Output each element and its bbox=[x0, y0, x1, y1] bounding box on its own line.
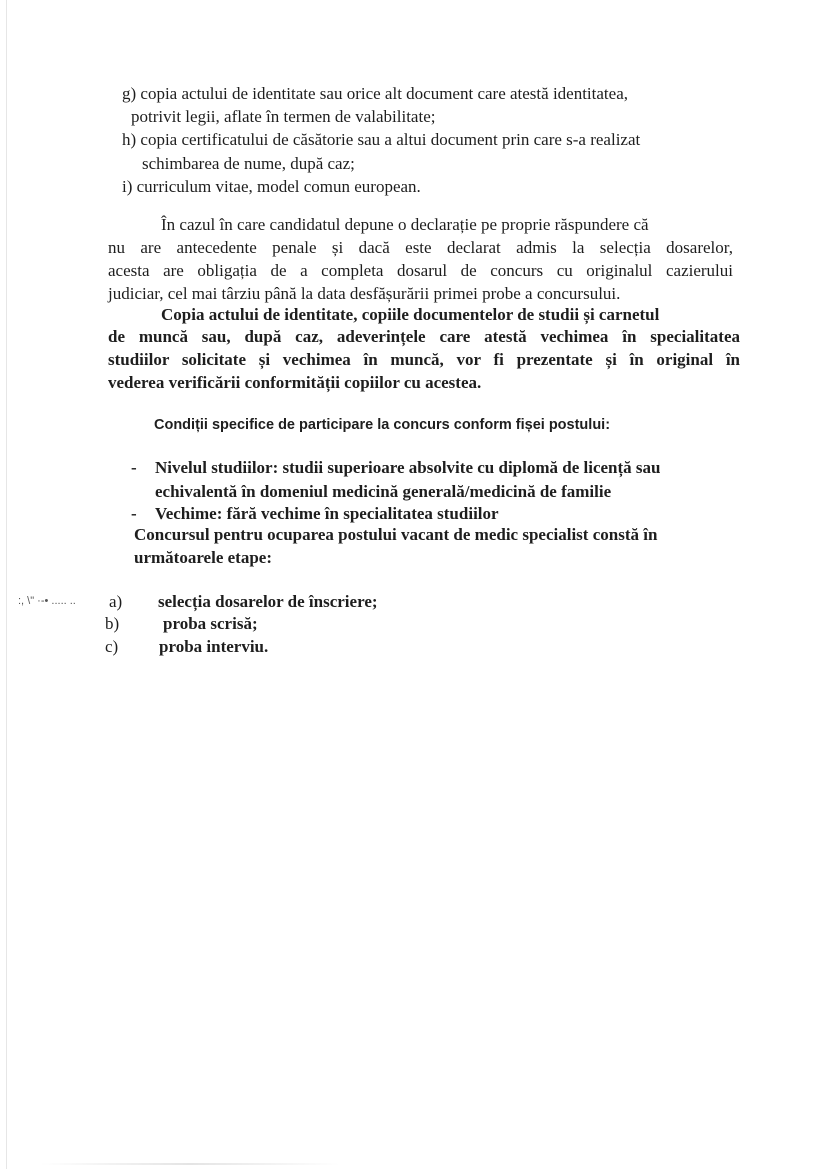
paragraph-1-line-4: judiciar, cel mai târziu până la data desfășurării primei probe a concursului. bbox=[108, 284, 621, 303]
paragraph-1-line-1: În cazul în care candidatul depune o declarație pe proprie răspundere că bbox=[161, 215, 649, 234]
condition-2-line1: Vechime: fără vechime în specialitatea studiilor bbox=[155, 504, 499, 523]
stage-a-text: selecția dosarelor de înscriere; bbox=[158, 592, 378, 611]
page-edge bbox=[6, 0, 7, 1169]
paragraph-2-line-4: vederea verificării conformității copiilor cu acestea. bbox=[108, 373, 482, 392]
list-item-i-line1: i) curriculum vitae, model comun european. bbox=[122, 177, 421, 196]
stage-c-text: proba interviu. bbox=[159, 637, 269, 656]
list-item-g-line2: potrivit legii, aflate în termen de valabilitate; bbox=[131, 107, 436, 126]
paragraph-2-line-3: studiilor solicitate și vechimea în muncă, vor fi prezentate și în original în bbox=[108, 350, 740, 369]
condition-1-line1: Nivelul studiilor: studii superioare absolvite cu diplomă de licență sau bbox=[155, 458, 661, 477]
paragraph-1-line-2: nu are antecedente penale și dacă este declarat admis la selecția dosarelor, bbox=[108, 238, 733, 257]
condition-1-line2: echivalentă în domeniul medicină generală/medicină de familie bbox=[155, 482, 612, 501]
scan-artifact: :, \" ·-• ..... .. bbox=[18, 595, 76, 607]
condition-dash-1: - bbox=[131, 458, 137, 477]
stage-c-marker: c) bbox=[105, 637, 119, 656]
concurs-intro-line-1: Concursul pentru ocuparea postului vacant de medic specialist constă în bbox=[134, 525, 658, 544]
bottom-edge-smudge bbox=[40, 1163, 340, 1165]
paragraph-2-line-2: de muncă sau, după caz, adeverințele care atestă vechimea în specialitatea bbox=[108, 327, 740, 346]
condition-dash-2: - bbox=[131, 504, 137, 523]
concurs-intro-line-2: următoarele etape: bbox=[134, 548, 272, 567]
list-item-g-line1: g) copia actului de identitate sau orice alt document care atestă identitatea, bbox=[122, 84, 628, 103]
stage-b-marker: b) bbox=[105, 614, 120, 633]
conditions-heading: Condiții specifice de participare la concurs conform fișei postului: bbox=[154, 417, 611, 433]
paragraph-1-line-3: acesta are obligația de a completa dosarul de concurs cu originalul cazierului bbox=[108, 261, 733, 280]
paragraph-2-line-1: Copia actului de identitate, copiile documentelor de studii și carnetul bbox=[161, 305, 660, 324]
stage-a-marker: a) bbox=[109, 592, 123, 611]
list-item-h-line1: h) copia certificatului de căsătorie sau a altui document prin care s-a realizat bbox=[122, 130, 641, 149]
stage-b-text: proba scrisă; bbox=[163, 614, 258, 633]
list-item-h-line2: schimbarea de nume, după caz; bbox=[142, 154, 355, 173]
